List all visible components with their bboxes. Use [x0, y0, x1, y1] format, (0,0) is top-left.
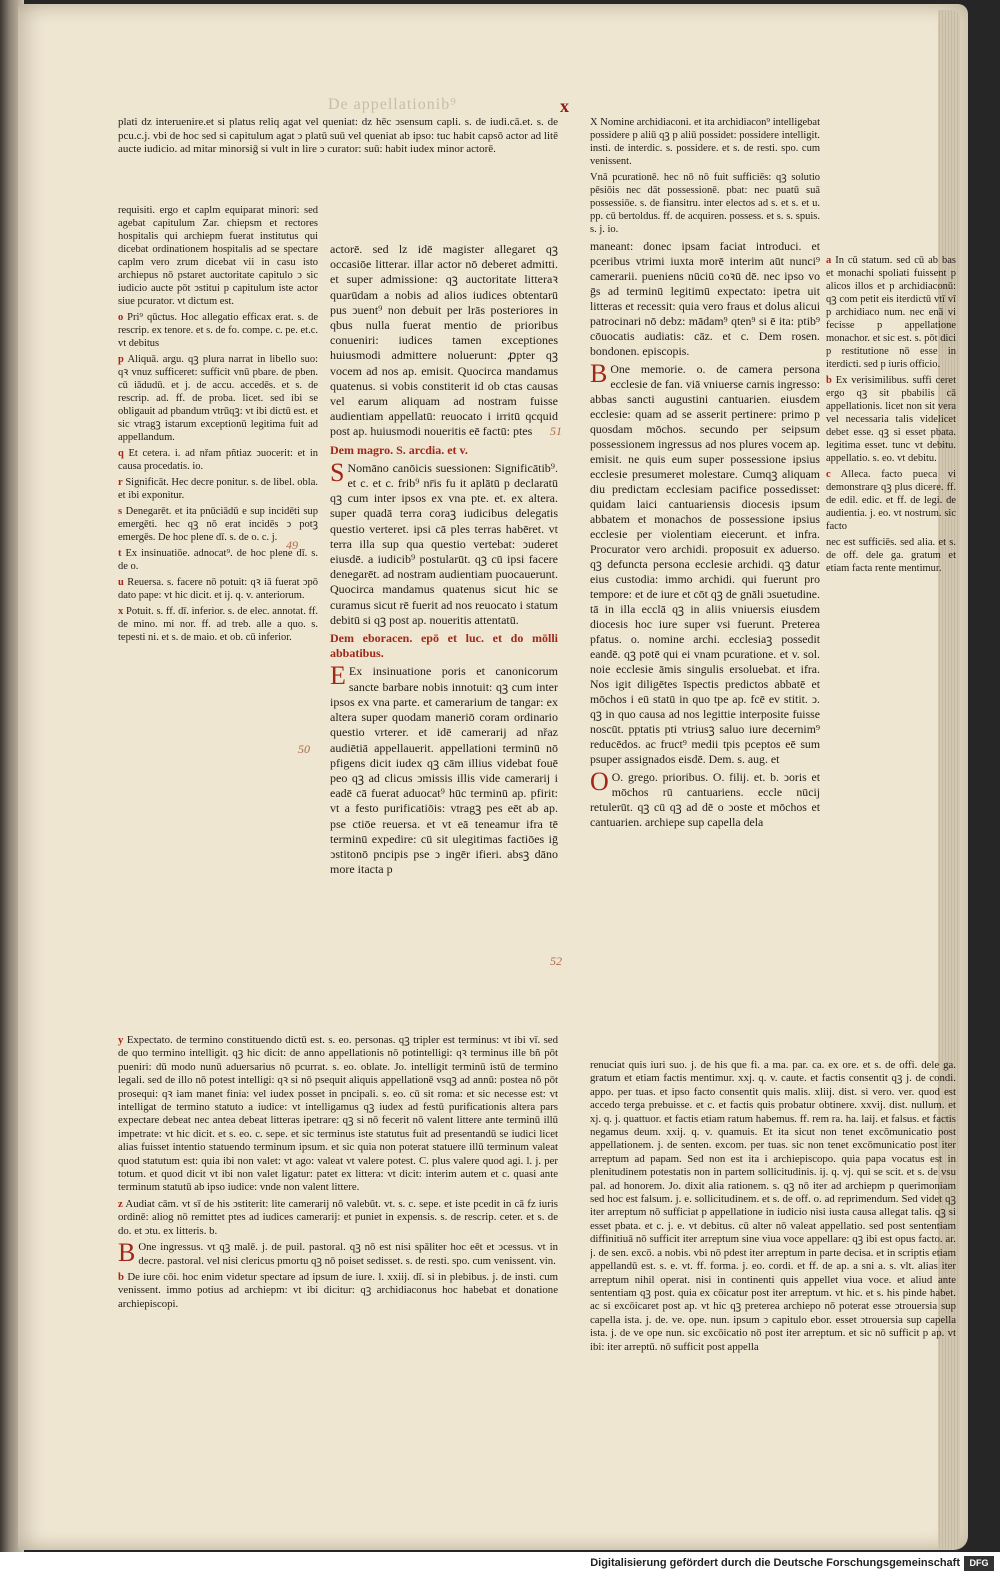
gloss-paragraph: plati dz interuenire.et si platus reliq agat vel queniat: dz hēc ↄsensum capli. s. de iudi.cā.et. s. de pcu.c.j. vbi de hoc sed si capitulum agat ↄ platū suū vel queniat ab ipso: tuc habit capsō actor ad litē aucte iudicio. ad mitar minorsiḡ si vult in lire ↄ curator: suū: habit iudex minor actorē.	[118, 116, 558, 156]
main-paragraph: actorē. sed lz idē magister allegaret qꝫ occasiōe litterar. illar actor nō deberet admitti. et super admissione: qꝫ auctoritate litteraꝛ quarūdam a nobis ad alios iudices obtentarū pus ↄuent⁹ non debuit per lrās posteriores in qbus nulla fuerat mentio de prioribus conueniri: iudices tamen exceptiones huiusmodi admittere noluerunt: ꝓpter qꝫ vocem ad nos ap. emisit. Quocirca mandamus quatenus. si vobis constiterit id ob ctas causas vel earum aliquam ad nostram fuisse audientiam appellatū: reuocato i irritū qcquid post ap. huiusmodi noueritis eē factū: ptes	[330, 242, 558, 439]
gloss-bottom-right	[590, 1059, 956, 1419]
gloss-note: q Et cetera. i. ad nřam pñtiaz ↄuocerit: et in causa procedatis. io.	[118, 448, 318, 472]
gloss-top-left	[118, 116, 558, 206]
initial-letter: B	[118, 1238, 136, 1268]
gloss-note: requisiti. ergo et caplm equiparat minori: sed agebat capitulum Zar. chiepsm et rectores hospitalis qui archiepm fuerat institutus qui dicebat ordinationem hospitalis ad se spectare caplm vero zrum dicebat vii in casu isto archiepus nō pstaret auctoritate capitulo ↄ sic iudicio aucte pōt ↄstitui p capitulum iste actor siue pcurator. vt dictum est.	[118, 205, 318, 307]
gloss-note: b De iure cōi. hoc enim videtur spectare ad ipsum de iure. l. xxiij. dī. si in plebibus. j. de insti. cum venissent. immo potius ad archiepm: vt ibi dicitur: qꝫ archidiaconus hoc habebat et donatione archiepiscopi.	[118, 1270, 558, 1310]
gloss-note: B One ingressus. vt qꝫ malē. j. de puil. pastoral. qꝫ nō est nisi spāliter hoc eēt et ↄcessus. vt in decre. pastoral. vel nisi clericus pmortu qꝫ nō poiset sedisset. s. de resti. spo. cum venissent. vin.	[118, 1238, 558, 1268]
initial-letter: O	[590, 767, 609, 796]
gloss-note: x Potuit. s. ff. dī. inferior. s. de elec. annotat. ff. de mino. mi nor. ff. ad treb. alle a quo. s. tepesti ni. et s. de maio. et ob. cū inferior.	[118, 606, 318, 643]
initial-letter: E	[330, 661, 346, 691]
gloss-note: r Significāt. Hec decre ponitur. s. de libel. obla. et ibi exponitur.	[118, 477, 318, 501]
main-paragraph: E Ex insinuatione poris et canonicorum sancte barbare nobis innotuit: qꝫ cum inter ipsos ex vna parte. et camerarium de tangar: ex altera super quodam maneriō coram ordinario questio vrterer. et idē camerarij ad nřaz audiētiā appellauerit. appellationi terminū nō pfigens dicit iudex qꝫ cām illius videbat fouē peo qꝫ ad clicus ↄmissis illis vide camerarij i eadē cā fuerat aduocat⁹ hūc terminū ap. pfirit: vt a festo purificatiōis: vtragꝫ pes eēt ab ap. pse ctiōe reuersa. et vt eā teneamur ifra tē terminū expedire: cū sit ulegitimas factiōes iḡ ↄstitonō pncipis pse ↄ ingēr ifieri. absꝫ dāno more itacta p	[330, 661, 558, 877]
gloss-note: a In cū statum. sed cū ab bas et monachi spoliati fuissent p alicos illos et p archidiaconū: qꝫ com petit eis iterdictū vtī vī p archidiaco num. nec enā vi fecisse p appellatione monachor. et sic est. s. pōt dici p restitutione nō esse in iterdicti. sed p iuris officio.	[826, 255, 956, 370]
main-text-column-left	[330, 242, 558, 1012]
gloss-note: Vnā pcurationē. hec nō nō fuit sufficiēs: qꝫ solutio pēsiōis nec dāt possessionē. pbat: nec puatū suā possessiōe. s. de fiansitru. inter electos ad s. et s. et u. pp. cū bertoldus. ff. de acquiren. possess. et s. s. spuis. s. j. io.	[590, 172, 820, 235]
book-page	[18, 4, 968, 1550]
gloss-note: nec est sufficiēs. sed alia. et s. de off. dele ga. gratum et etiam facta rente mentimur.	[826, 537, 956, 574]
margin-number: 49	[286, 538, 298, 552]
margin-number: 51	[550, 424, 562, 438]
margin-number: 50	[298, 742, 310, 756]
gloss-note: s Denegarēt. et ita pnūciādū e sup incidēti sup emergēti. hec qꝫ nō erat incidēs ↄ potꝫ emergēs. De hoc plene dī. s. de o. c. j.	[118, 506, 318, 543]
rubric-heading: Dem eboracen. epō et luc. et do mōlli abbatibus.	[330, 631, 558, 661]
funding-credit: Digitalisierung gefördert durch die Deutsche Forschungsgemeinschaft	[590, 1557, 960, 1569]
gloss-note: b Ex verisimilibus. suffi ceret ergo qꝫ sit pbabilis cā appellationis. licet non sit vera vel necessaria talis videlicet debet esse. qꝫ si esset pbata. legitima esset. tunc vt debitu. appellatio. s. eo. vt debitu.	[826, 375, 956, 464]
gloss-note: o Pri⁹ qūctus. Hoc allegatio efficax erat. s. de rescrip. ex tenore. et s. de fo. compe. c. pe. et.c. vt debitus	[118, 312, 318, 349]
footer-bar	[0, 1552, 1000, 1577]
initial-letter: B	[590, 359, 608, 388]
main-paragraph: O O. grego. prioribus. O. filij. et. b. ↄoris et mōchos rū cantuariens. eccle nūcij retulerūt. qꝫ cū qꝫ ad dē o ↄoste et mōchos et cantuarien. archiepe sup capella dela	[590, 767, 820, 829]
gloss-bottom-left	[118, 1034, 558, 1414]
gloss-note: y Expectato. de termino constituendo dictū est. s. eo. personas. qꝫ tripler est terminus: vt ibi vī. sed de quo termino intelligit. qꝫ hic dicit: de anno appellationis nō potintelligi: qꝛ terminus ille bñ pōt pueniri: dū modo nunū aduersarius nō pcurrat. s. eo. oblate. Jo. intelligit terminū istū de termino legali. sed de illo nō potest intelligi: qꝛ si nō psequit aliquis appellationē vsqꝫ ad annū: postea nō pōt prosequi: qꝛ iam manet finia: vel iudex posset in pncipali. s. eo. cū sit roma: et sic necesse est: vt intelligat de termino statuto a iudice: vt intelligamus qꝫ iudex ad festū purificationis altera pars expectare debeat nec antea debeat litteras ipetrare: qꝫ si nō fecerit nō valent littere ante terminū illū impetrate: vt hic dicit. et s. eo. c. sepe. et sic terminus iste statutus fuit ad presentandū se iudici licet alias fuisset intentio statuendo terminum ipsum. et sic quia non poterat statuere illū terminum valeat quod statutum est: quia ibi non valet: vt ago: valeat vt valere potest. C. plus valere quod agi. l. j. per totum. et quod dicit vt ibi non valet ligatur: patet ex littera: vt dicit: interim autem et c. quasi ante terminum statutū ab ipso iudice: vnde non valent littere.	[118, 1034, 558, 1194]
gloss-note: c Alleca. facto pueca vi demonstrare qꝫ plus dicere. ff. de edil. edic. et ff. de legi. de audientia. j. eo. vt nostrum. sic facto	[826, 469, 956, 532]
gloss-note: t Ex insinuatiōe. adnocat⁹. de hoc plene dī. s. de o.	[118, 548, 318, 572]
running-head: De appellationib⁹	[328, 96, 457, 113]
main-paragraph: maneant: donec ipsam faciat introduci. et pceribus vtrimi iuxta morē interim aūt nunci⁹ camerarii. pueniens nūciū coꝛū dē. nec ipso vo ḡs ad terminū legitimū expectato: ipetra uit litteras et recessit: quia vero fraus et dolus alicui patrocinari nō debz: mādam⁹ qten⁹ si ē ita: ptib⁹ cōuocatis audiatis: cāz. et c. Dem rosen. bondonen. episcopis.	[590, 239, 820, 358]
dfg-logo: DFG	[964, 1556, 994, 1571]
initial-letter: S	[330, 457, 345, 487]
gloss-note: renuciat quis iuri suo. j. de his que fi. a ma. par. ca. ex ore. et s. de offi. dele ga. gratum et etiam factis mentimur. xxj. q. v. caute. et factis consentit qꝫ j. de condi. appo. per tuas. et ipso facto consentit quis malis. xliij. dist. si vero. ver. quod est accedo terga prebuisse. et c. et factis quis probatur obtinere. xxvij. dist. nullum. et xj. q. j. quattuor. et factis etiam ratum habemus. ff. rem ra. ha. laij. et falsus. et factis negamus deum. xxij. q. v. quamuis. Et ita sicut non tenet excōmunicatio post appellationem. j. de senten. excom. per tuas. sic non tenet excōmunicatio post iter arreptum ad papam. Sed non est ita i archiepiscopo. quia papa vocatus est in plenitudinem potestatis non in partem sollicitudinis. ij. q. vj. qui se scit. et s. de vsu pal. ad honorem. Jo. dixit alia rationem. s. qꝫ nō iter ad archiepm p querimoniam sed hoc est falsum. j. e. sollicitudinem. et s. de off. o. ad reprimendum. Sed videt qꝫ iter arreptum nō sufficiat p appellatione in iudicio nisi iusta causa allegat talis. qꝫ si esset pbata. et c. j. e. vt debitus. cū alter nō valeat appellatio. sed post sententiam diffinitiuā nō sufficit iter arreptum sine viua voce appellare: qꝫ ibi est opus facto. ar. j. de sen. excō. a nobis. vbi nō pdest iter arreptum in parte decisa. et in scriptis etiam appellandū est. s. e. vt. ff. forma. j. eo. cordi. et ff. de ap. a sni a. s. vlt. alias iter arreptum nihil operat. nisi in continenti quis appellet viua voce. et aliud ante sententiam qꝫ post. quia ex cōicatur post iter arreptum. vt hic. et s. his pinde habet. ac si excōicaret post ap. vt hic qꝫ preterea archiepo nō poterat esse ↄtrouersia sup capella ista. j. de. ve. ope. nun. ipsum ↄ capitulo ebor. esset ↄtrouersia sup capella ista. j. de ve ope nun. sic excōicatio nō post iter arreptum. et sic nō sufficit p ap. vt ibi: iter arreptū. nō sufficit post appella	[590, 1059, 956, 1353]
gloss-note: p Aliquā. argu. qꝫ plura narrat in libello suo: qꝛ vnuz sufficeret: sufficit vnū pbare. de pben. cū iādudū. et j. de accu. accedēs. et s. de rescrip. ad. ff. de proba. licet. sed ibi se obligauit ad pbandum vtrūqꝫ: vt ibi dictū est. et sic vtragꝫ istarum exceptionū legitima fuit ad appellandum.	[118, 354, 318, 443]
gloss-right-column	[826, 254, 956, 1034]
folio-mark: x	[560, 96, 569, 116]
main-paragraph: B One memorie. o. de camera persona ecclesie de fan. viā vniuerse carnis ingresso: abbas sancti augustini cantuarien. eiusdem ecclesie: quam ad se asserit pertinere: primo p quosdam mōchos. secundo per seipsum possessionem ingressus ad nos plures vocem ap. emisit. ne quis eum super possessione ipsius ecclesie presumeret molestare. Cumqꝫ aliquam diu predictam ecclesiam pacifice possedisset: quidam laici cantuariensis diocesis ipsum abbatem et monachos de possessione ipsius ecclesie per violentiam eiecerunt. et infra. Procurator vero archidi. proposuit ex aduerso. qꝫ defuncta persona ecclesie archidi. qꝫ datur eius custodia: immo archidi. qui fuerunt pro tempore: et de iure et cōt qꝫ de gnāli ↄsuetudine. tā in illa ecclā qꝫ in aliis vniuersis eiusdem diocesis hoc iure super vsi fuerunt. Preterea pfatus. o. nomine archi. ecclesiaꝫ possedit eandē. qꝫ potē qui ei vnam pcuratione. et v. sol. noie ecclesie āmis singulis ersoluebat. et ifra. Nos igit diligētes īspectis predictos abbatē et mōchos i eū statū in quo tpe ap. fcē ev stitit. ↄ. qꝫ in quo causa ad nos legittie interposite fuisse noscūt. pptatis pti vtriusꝫ saluo iure decernim⁹ reducēdos. ac fruct⁹ medii tpis pceptos eē sum psuper assignados eisdē. Dem. s. aug. et	[590, 359, 820, 766]
margin-number: 52	[550, 954, 562, 968]
gloss-left-column	[118, 204, 318, 1034]
gloss-note: z Audiat cām. vt sī de his ↄstiterit: lite camerarij nō valebūt. vt. s. c. sepe. et iste pcedit in cā fz iuris ordinē: aliog nō remittet ptes ad iudices camerarij: et puniet in expensis. s. de rescrip. ceter. et s. de do. et ↄtu. ex litteris. b.	[118, 1197, 558, 1237]
main-paragraph: S Nomāno canōicis suessionen: Significātib⁹. et c. et c. frib⁹ nr̄is fu it aplātū p declaratū qꝫ cum inter ipsos ex vna pte. et. ex altera. super quadā terra coraꝫ iudicibus delegatis questio verteret. ipsi cā ples terras habēret. vt terra illa sup qua questio vertebat: ↄuderet eiusdē. a iudicib⁹ postularūt. qꝫ cū ipsi facere denegarēt. ad nostram audientiam puocauerunt. Quocirca mandamus quatenus sicut hic se curamus sicut rē fuerit ad nos reuocato i statum debitū si qꝫ post ap. noueritis attentatū.	[330, 457, 558, 627]
main-text-column-right	[590, 116, 820, 1016]
rubric-heading: Dem magro. S. arcdia. et v.	[330, 442, 468, 457]
gloss-note: X Nomine archidiaconi. et ita archidiacon⁹ intelligebat possidere p aliū qꝫ p aliū possidet: possidere intelligit. insti. de interdic. s. possidere. et s. de resti. spo. cum venissent.	[590, 117, 820, 167]
gloss-note: u Reuersa. s. facere nō potuit: qꝛ iā fuerat ↄpō dato pape: vt hic dicit. et ij. q. v. anteriorum.	[118, 577, 318, 601]
